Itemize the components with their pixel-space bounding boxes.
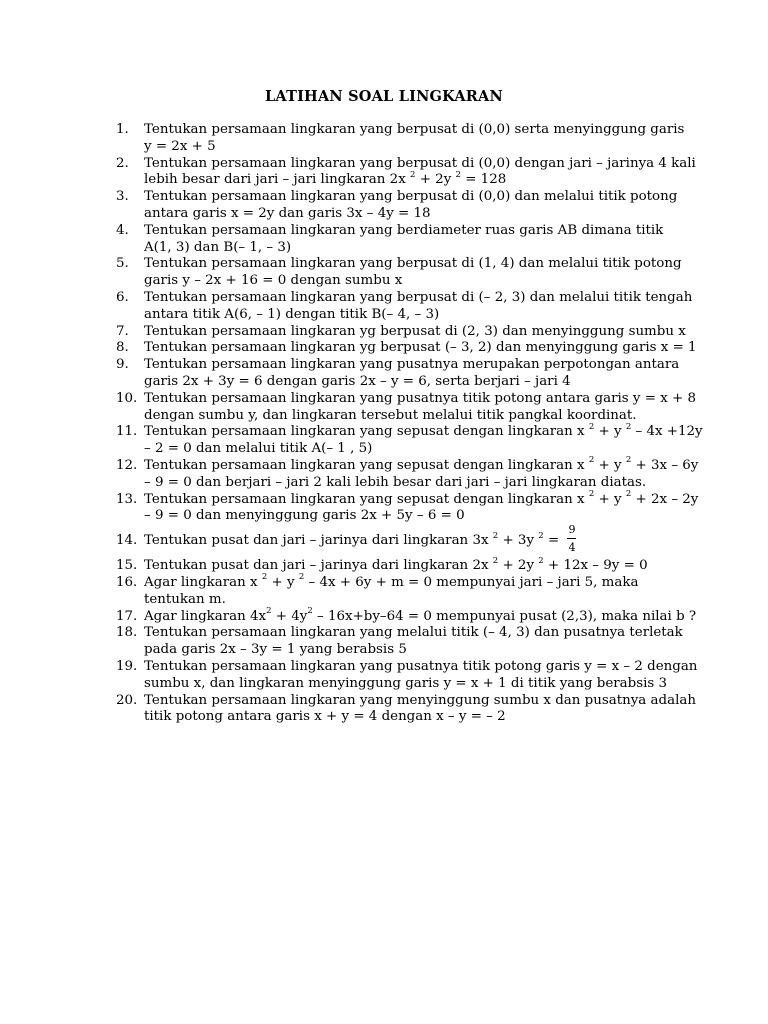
- question-number: 9.: [116, 357, 129, 373]
- fraction-numerator: 9: [567, 524, 576, 539]
- question-text: Tentukan pusat dan jari – jarinya dari lingkaran 2x $^2$ + 2y $^2$ + 12x – 9y = 0: [144, 555, 648, 574]
- question-item: [116, 222, 664, 257]
- question-number: 12.: [116, 457, 138, 473]
- question-text: – 9 = 0 dan menyinggung garis 2x + 5y – 6 = 0: [144, 508, 465, 524]
- question-text: Tentukan persamaan lingkaran yang berpusat di (– 2, 3) dan melalui titik tengah: [144, 289, 693, 305]
- question-text: Tentukan persamaan lingkaran yang melalui titik (– 4, 3) dan pusatnya terletak: [144, 625, 683, 641]
- question-text: – 9 = 0 dan berjari – jari 2 kali lebih besar dari jari – jari lingkaran diatas.: [144, 474, 647, 490]
- question-item: [116, 289, 693, 324]
- question-text: antara titik A(6, – 1) dengan titik B(– 4, – 3): [144, 306, 440, 322]
- question-text: antara garis x = 2y dan garis 3x – 4y = 18: [144, 205, 431, 221]
- fraction-denominator: 4: [568, 541, 576, 555]
- question-text: Tentukan persamaan lingkaran yang pusatnya merupakan perpotongan antara: [144, 357, 680, 373]
- question-number: 17.: [116, 608, 138, 624]
- question-number: 6.: [116, 289, 129, 305]
- question-number: 5.: [116, 256, 129, 272]
- question-item: [116, 390, 697, 425]
- question-text: Tentukan persamaan lingkaran yang berpusat di (0,0) dan melalui titik potong: [144, 189, 678, 205]
- question-number: 13.: [116, 491, 138, 507]
- question-item: [116, 122, 685, 156]
- question-item: [116, 555, 656, 575]
- question-item: [116, 357, 680, 391]
- question-number: 19.: [116, 658, 138, 674]
- question-item: [116, 155, 696, 190]
- question-item: [116, 489, 699, 526]
- question-text: Tentukan pusat dan jari – jarinya dari lingkaran 3x $^2$ + 3y $^2$ = $\frac{9}{4}$: [144, 523, 576, 555]
- question-text: Tentukan persamaan lingkaran yg berpusat di (2, 3) dan menyinggung sumbu x: [144, 323, 686, 339]
- question-item: [116, 606, 697, 626]
- question-number: 20.: [116, 692, 138, 708]
- question-number: 15.: [116, 558, 138, 574]
- question-number: 8.: [116, 340, 129, 356]
- question-number: 16.: [116, 574, 138, 590]
- fraction: [567, 524, 576, 554]
- question-item: [116, 189, 678, 223]
- question-text: Tentukan persamaan lingkaran yang sepusat dengan lingkaran x $^2$ + y $^2$ + 3x – 6y: [144, 455, 699, 473]
- question-number: 3.: [116, 189, 129, 205]
- question-text: garis 2x + 3y = 6 dengan garis 2x – y = 6, serta berjari – jari 4: [144, 373, 571, 389]
- question-text: tentukan m.: [144, 591, 226, 607]
- question-number: 2.: [116, 155, 129, 171]
- question-number: 7.: [116, 323, 129, 339]
- question-text: Tentukan persamaan lingkaran yang berdiameter ruas garis AB dimana titik: [144, 222, 664, 238]
- question-text: – 2 = 0 dan melalui titik A(– 1 , 5): [144, 441, 373, 457]
- question-list: [116, 122, 703, 726]
- question-number: 4.: [116, 222, 129, 238]
- question-text: A(1, 3) dan B(– 1, – 3): [144, 239, 292, 255]
- question-text: pada garis 2x – 3y = 1 yang berabsis 5: [144, 642, 407, 658]
- question-text: sumbu x, dan lingkaran menyinggung garis y = x + 1 di titik yang berabsis 3: [144, 675, 667, 691]
- question-text: Tentukan persamaan lingkaran yang berpusat di (0,0) serta menyinggung garis: [144, 122, 685, 137]
- page-title: LATIHAN SOAL LINGKARAN: [265, 88, 503, 105]
- question-text: Tentukan persamaan lingkaran yang sepusat dengan lingkaran x $^2$ + y $^2$ – 4x +12y: [144, 421, 703, 440]
- question-item: [116, 340, 697, 357]
- question-number: 18.: [116, 625, 138, 641]
- question-item: [116, 692, 696, 727]
- question-number: 1.: [116, 122, 129, 137]
- question-number: 14.: [116, 533, 138, 549]
- question-text: Tentukan persamaan lingkaran yang sepusat dengan lingkaran x $^2$ + y $^2$ + 2x – 2y: [144, 489, 699, 507]
- question-item: [116, 572, 656, 609]
- question-text: y = 2x + 5: [144, 138, 216, 154]
- question-item: [116, 658, 698, 693]
- question-text: Tentukan persamaan lingkaran yang pusatnya titik potong antara garis y = x + 8: [144, 390, 697, 406]
- question-number: 10.: [116, 390, 138, 406]
- question-item: [116, 256, 682, 290]
- question-text: Tentukan persamaan lingkaran yang berpusat di (1, 4) dan melalui titik potong: [144, 256, 682, 272]
- question-item: [116, 421, 703, 458]
- question-text: Tentukan persamaan lingkaran yang berpusat di (0,0) dengan jari – jarinya 4 kali: [144, 155, 696, 171]
- question-text: garis y – 2x + 16 = 0 dengan sumbu x: [144, 273, 403, 289]
- question-text: Tentukan persamaan lingkaran yang menyinggung sumbu x dan pusatnya adalah: [144, 692, 696, 708]
- question-item: [116, 525, 656, 558]
- question-text: Tentukan persamaan lingkaran yg berpusat (– 3, 2) dan menyinggung garis x = 1: [144, 340, 697, 356]
- question-item: [116, 625, 683, 659]
- question-item: [116, 323, 686, 341]
- question-text: titik potong antara garis x + y = 4 dengan x – y = – 2: [144, 709, 506, 725]
- question-text: Agar lingkaran $4x^2 + 4y^2 - 16x+by-64 = 0$ mempunyai pusat (2,3), maka nilai b ?: [144, 606, 697, 624]
- question-text: dengan sumbu y, dan lingkaran tersebut melalui titik pangkal koordinat.: [144, 407, 637, 423]
- question-text: Agar lingkaran x $^2$ + y $^2$ – 4x + 6y + m = 0 mempunyai jari – jari 5, maka: [144, 572, 639, 590]
- question-item: [116, 455, 699, 492]
- question-number: 11.: [116, 424, 138, 440]
- question-text: Tentukan persamaan lingkaran yang pusatnya titik potong garis y = x – 2 dengan: [144, 658, 698, 674]
- question-text: lebih besar dari jari – jari lingkaran 2x $^2$ + 2y $^2$ = 128: [144, 169, 507, 188]
